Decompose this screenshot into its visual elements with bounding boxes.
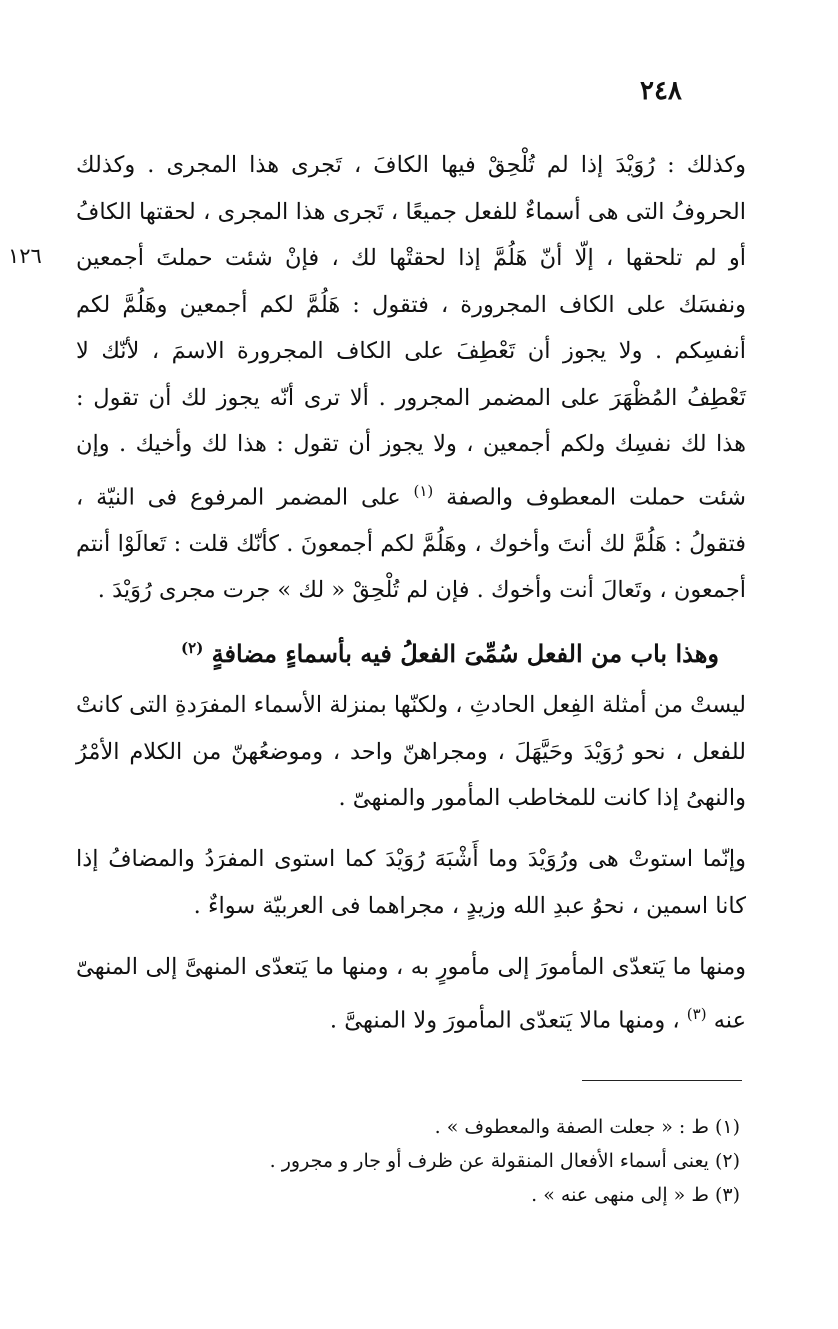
footnote-reference: (١) <box>413 481 434 500</box>
paragraph: ليستْ من أمثلة الفِعل الحادثِ ، ولكنّها بمنزلة الأسماء المفرَدةِ التى كانتْ للفعل ، نحو رُوَيْدَ وحَيَّهَلَ ، ومجراهنّ واحد ، وموضعُهنّ من الكلام الأمْرُ والنهىُ إذا كانت للمخاطب المأمور والمنهىّ . <box>76 692 746 811</box>
paragraph-text: وكذلك : رُوَيْدَ إذا لم تُلْحِقْ فيها الكافَ ، تَجرى هذا المجرى . وكذلك الحروفُ التى هى أسماءٌ للفعل جميعًا ، تَجرى هذا المجرى ، لحقتها الكافُ أو لم تلحقها ، إلّا أنّ هَلُمَّ إذا لحقتْها لك ، فإنْ شئت حملتَ أجمعين ونفسَك على الكاف المجرورة ، فتقول : هَلُمَّ لكم أجمعين وهَلُمَّ لكم أنفسِكم . ولا يجوز أن تَعْطِفَ على الكاف المجرورة الاسمَ ، لأنّك لا تَعْطِفُ المُظْهَرَ على المضمر المجرور . ألا ترى أنّه يجوز لك أن تقول : هذا لك نفسِك ولكم أجمعين ، ولا يجوز أن تقول : هذا لك وأخيك . وإن شئت حملت المعطوف والصفة <box>76 152 747 510</box>
section-heading <box>160 628 740 674</box>
margin-reference-number: ١٢٦ <box>8 244 42 268</box>
footnote-reference: (٢) <box>181 639 204 657</box>
paragraph-text-continued: ، ومنها مالا يَتعدّى المأمورَ ولا المنهىَّ . <box>329 1007 680 1033</box>
footnote: (٣) ط « إلى منهى عنه » . <box>531 1184 740 1206</box>
footnote: (٢) يعنى أسماء الأفعال المنقولة عن ظرف أو جار و مجرور . <box>269 1150 740 1172</box>
paragraph: وإنّما استوتْ هى ورُوَيْدَ وما أَشْبَهَ رُوَيْدَ كما استوى المفرَدُ والمضافُ إذا كانا اسمين ، نحوُ عبدِ الله وزيدٍ ، مجراهما فى العربيّة سواءٌ . <box>76 846 746 919</box>
paragraph-text: ومنها ما يَتعدّى المأمورَ إلى مأمورٍ به ، ومنها ما يَتعدّى المنهىَّ إلى المنهىّ عنه <box>76 954 746 1033</box>
footnote-divider <box>582 1080 742 1081</box>
paragraph-text-continued: على المضمر المرفوع فى النيّة ، فتقولُ : هَلُمَّ لك أنتَ وأخوك ، وهَلُمَّ لكم أجمعونَ . كأنّك قلت : تَعالَوْا أنتم أجمعون ، وتَعالَ أنت وأخوك . فإن لم تُلْحِقْ « لك » جرت مجرى رُوَيْدَ . <box>76 484 746 603</box>
footnotes <box>180 1110 740 1212</box>
footnote-reference: (٣) <box>686 1004 707 1023</box>
paragraph <box>76 142 746 614</box>
page-number: ٢٤٨ <box>640 76 682 106</box>
paragraph <box>76 944 746 1044</box>
heading-text: وهذا باب من الفعل سُمِّىَ الفعلُ فيه بأسماءٍ مضافةٍ <box>211 639 719 668</box>
footnote: (١) ط : « جعلت الصفة والمعطوف » . <box>434 1116 740 1138</box>
